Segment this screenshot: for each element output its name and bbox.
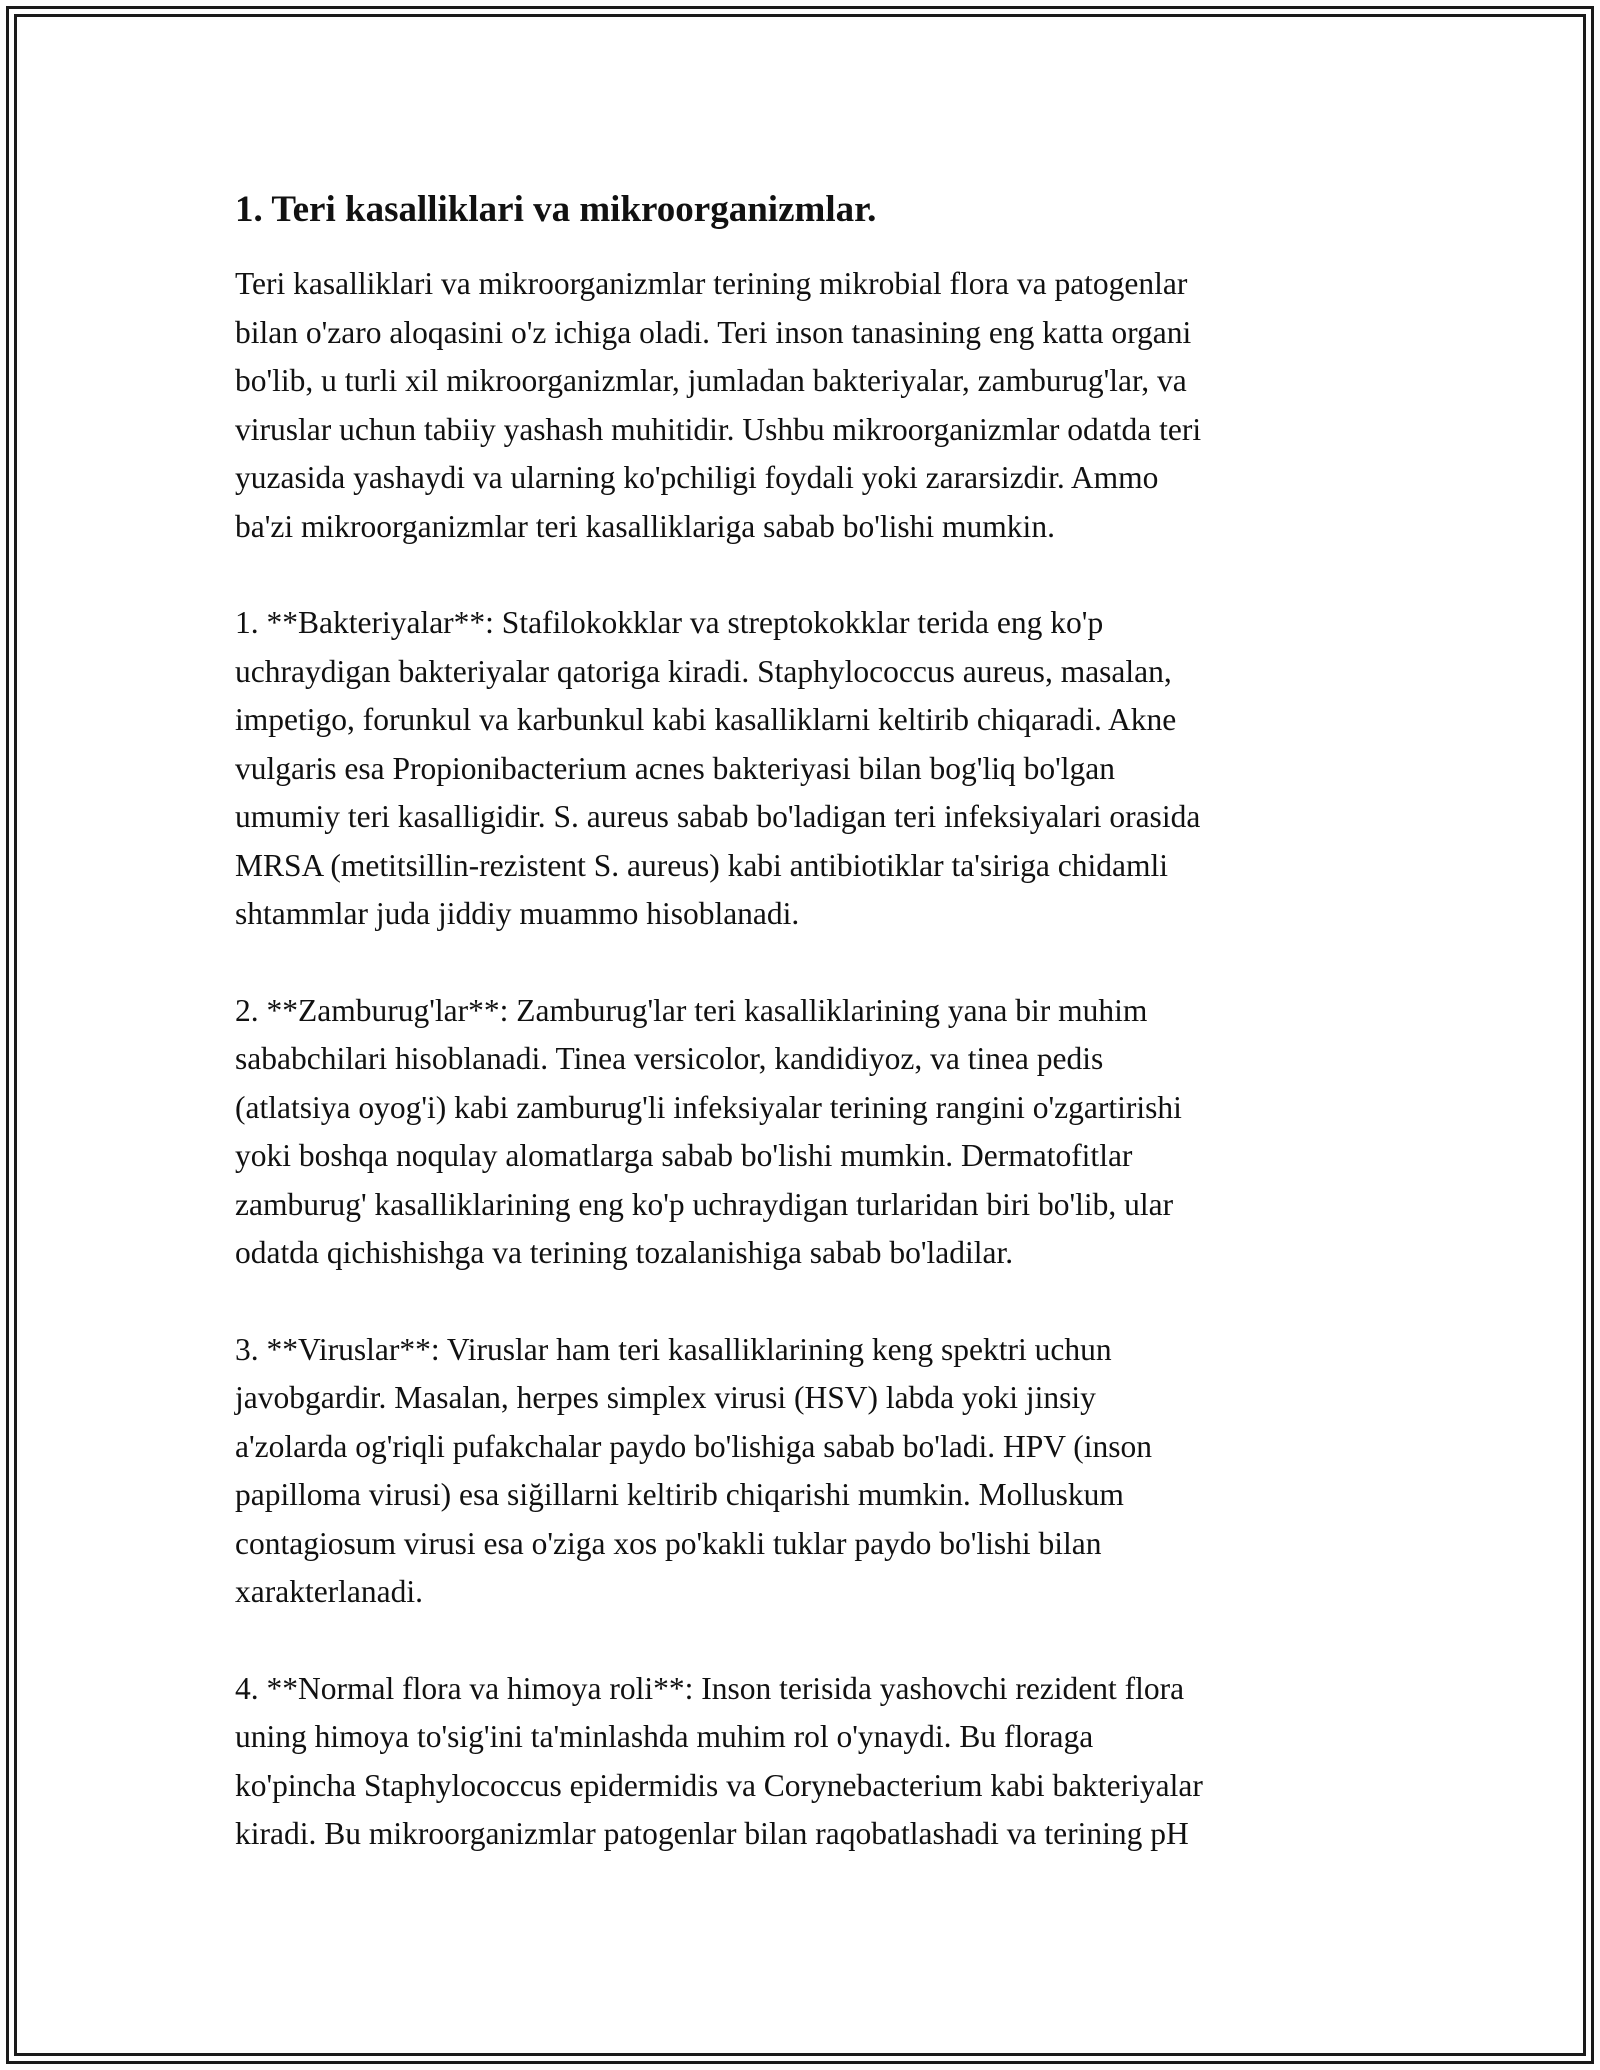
normal-flora-paragraph: 4. **Normal flora va himoya roli**: Inson terisida yashovchi rezident flora uning himoya to'sig'ini ta'minlashda muhim rol o'ynaydi. Bu floraga ko'pincha Staphylococcus epidermidis va Corynebacterium kabi bakteriyalar kiradi. Bu mikroorganizmlar patogenlar bilan raqobatlashadi va terining pH (235, 1670, 1203, 1851)
document-title: 1. Teri kasalliklari va mikroorganizmlar. (235, 189, 877, 230)
intro-paragraph: Teri kasalliklari va mikroorganizmlar terining mikrobial flora va patogenlar bilan o'zaro aloqasini o'z ichiga oladi. Teri inson tanasining eng katta organi bo'lib, u turli xil mikroorganizmlar, jumladan bakteriyalar, zamburug'lar, va viruslar uchun tabiiy yashash muhitidir. Ushbu mikroorganizmlar odatda teri yuzasida yashaydi va ularning ko'pchiligi foydali yoki zararsizdir. Ammo ba'zi mikroorganizmlar teri kasalliklariga sabab bo'lishi mumkin. (235, 266, 1202, 544)
fungi-paragraph: 2. **Zamburug'lar**: Zamburug'lar teri kasalliklarining yana bir muhim sababchilari hisoblanadi. Tinea versicolor, kandidiyoz, va tinea pedis (atlatsiya oyog'i) kabi zamburug'li infeksiyalar terining rangini o'zgartirishi yoki boshqa noqulay alomatlarga sabab bo'lishi mumkin. Dermatofitlar zamburug' kasalliklarining eng ko'p uchraydigan turlaridan biri bo'lib, ular odatda qichishishga va terining tozalanishiga sabab bo'ladilar. (235, 992, 1182, 1270)
viruses-paragraph: 3. **Viruslar**: Viruslar ham teri kasalliklarining keng spektri uchun javobgardir. Masalan, herpes simplex virusi (HSV) labda yoki jinsiy a'zolarda og'riqli pufakchalar paydo bo'lishiga sabab bo'ladi. HPV (inson papilloma virusi) esa siğillarni keltirib chiqarishi mumkin. Molluskum contagiosum virusi esa o'ziga xos po'kakli tuklar paydo bo'lishi bilan xarakterlanadi. (235, 1331, 1153, 1609)
document-body (235, 186, 1390, 1907)
bacteria-paragraph: 1. **Bakteriyalar**: Stafilokokklar va streptokokklar terida eng ko'p uchraydigan bakteriyalar qatoriga kiradi. Staphylococcus aureus, masalan, impetigo, forunkul va karbunkul kabi kasalliklarni keltirib chiqaradi. Akne vulgaris esa Propionibacterium acnes bakteriyasi bilan bog'liq bo'lgan umumiy teri kasalligidir. S. aureus sabab bo'ladigan teri infeksiyalari orasida MRSA (metitsillin-rezistent S. aureus) kabi antibiotiklar ta'siriga chidamli shtammlar juda jiddiy muammo hisoblanadi. (235, 605, 1201, 931)
